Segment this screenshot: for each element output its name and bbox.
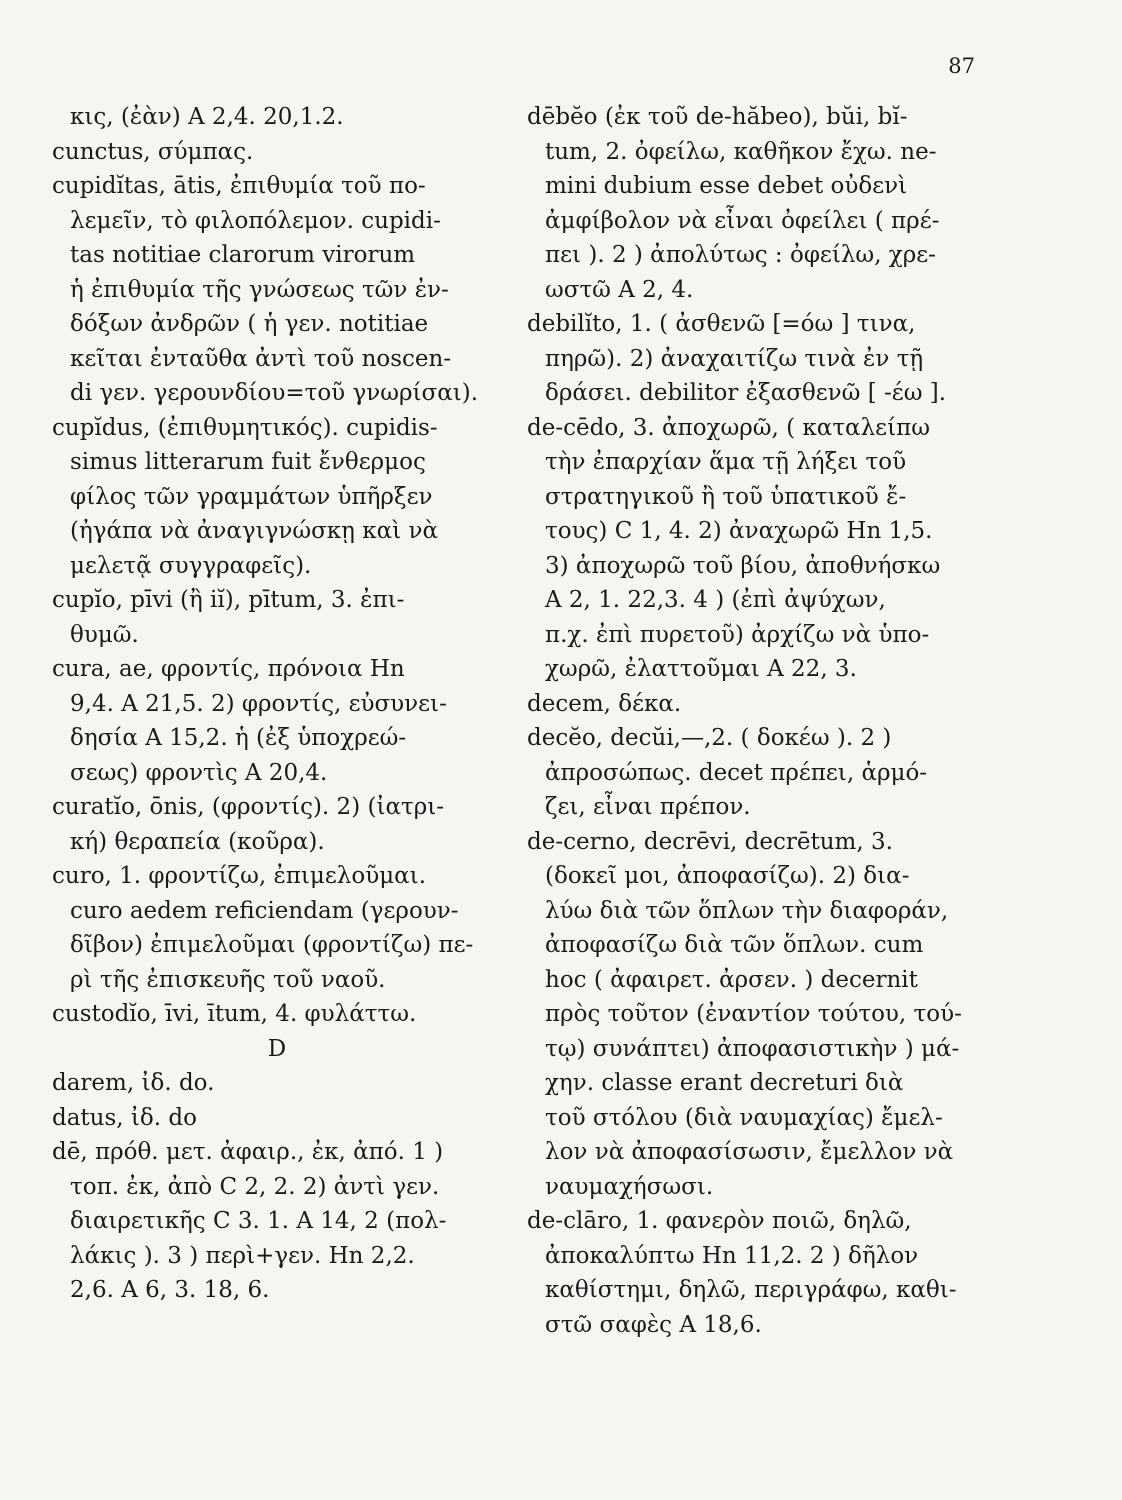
dictionary-line: τῳ) συνάπτει) ἀποφασιστικὴν ) μά- bbox=[545, 1035, 960, 1062]
dictionary-line: ἀποκαλύπτω Hn 11,2. 2 ) δῆλον bbox=[545, 1242, 919, 1269]
dictionary-line: dēbĕo (ἐκ τοῦ de-hăbeo), bŭi, bĭ- bbox=[527, 104, 908, 130]
dictionary-line: decem, δέκα. bbox=[527, 690, 682, 717]
dictionary-line: θυμῶ. bbox=[70, 621, 139, 648]
dictionary-line: μελετᾷ συγγραφεῖς). bbox=[70, 552, 312, 579]
dictionary-line: κις, (ἐὰν) A 2,4. 20,1.2. bbox=[70, 104, 344, 130]
dictionary-line: π.χ. ἐπὶ πυρετοῦ) ἀρχίζω νὰ ὑπο- bbox=[545, 621, 930, 648]
dictionary-line: ἡ ἐπιθυμία τῆς γνώσεως τῶν ἐν- bbox=[70, 276, 449, 303]
dictionary-line: cunctus, σύμπας. bbox=[52, 138, 254, 165]
dictionary-line: σεως) φροντὶς A 20,4. bbox=[70, 759, 328, 786]
dictionary-line: ἀπροσώπως. decet πρέπει, ἁρμό- bbox=[545, 759, 928, 786]
dictionary-line: τὴν ἐπαρχίαν ἅμα τῇ λήξει τοῦ bbox=[545, 449, 907, 475]
dictionary-line: στρατηγικοῦ ἢ τοῦ ὑπατικοῦ ἔ- bbox=[545, 483, 907, 510]
dictionary-line: 3) ἀποχωρῶ τοῦ βίου, ἀποθνήσκω bbox=[545, 552, 941, 579]
dictionary-line: datus, ἰδ. do bbox=[52, 1104, 197, 1131]
dictionary-line: κή) θεραπεία (κοῦρα). bbox=[70, 828, 325, 855]
dictionary-line: φίλος τῶν γραμμάτων ὑπῆρξεν bbox=[70, 483, 433, 510]
left-column bbox=[52, 100, 502, 1308]
dictionary-line: δησία A 15,2. ἡ (ἐξ ὑποχρεώ- bbox=[70, 725, 407, 751]
dictionary-line: curatĭo, ōnis, (φροντίς). 2) (ἰατρι- bbox=[52, 794, 445, 820]
dictionary-line: hoc ( ἀφαιρετ. ἀρσεν. ) decernit bbox=[545, 966, 918, 993]
dictionary-line: διαιρετικῆς C 3. 1. A 14, 2 (πολ- bbox=[70, 1208, 447, 1234]
dictionary-line: κεῖται ἐνταῦθα ἀντὶ τοῦ noscen- bbox=[70, 345, 452, 372]
dictionary-line: curo aedem reficiendam (γερουν- bbox=[70, 897, 459, 924]
dictionary-line: ωστῶ A 2, 4. bbox=[545, 276, 694, 303]
dictionary-line: πρὸς τοῦτον (ἐναντίον τούτου, τού- bbox=[545, 1001, 962, 1027]
dictionary-line: ρὶ τῆς ἐπισκευῆς τοῦ ναοῦ. bbox=[70, 966, 386, 993]
dictionary-line: cupĭo, pīvi (ἢ iĭ), pītum, 3. ἐπι- bbox=[52, 587, 405, 613]
dictionary-line: custodĭo, īvi, ītum, 4. φυλάττω. bbox=[52, 1001, 417, 1027]
dictionary-line: tas notitiae clarorum virorum bbox=[70, 242, 416, 268]
dictionary-line: 2,6. A 6, 3. 18, 6. bbox=[70, 1277, 270, 1303]
right-column bbox=[527, 100, 977, 1342]
dictionary-line: de-cerno, decrēvi, decrētum, 3. bbox=[527, 828, 893, 855]
section-heading: D bbox=[267, 1035, 287, 1062]
dictionary-line: ἀμφίβολον νὰ εἶναι ὀφείλει ( πρέ- bbox=[545, 207, 940, 234]
dictionary-line: λύω διὰ τῶν ὅπλων τὴν διαφοράν, bbox=[545, 897, 949, 924]
dictionary-line: cupĭdus, (ἐπιθυμητικός). cupidis- bbox=[52, 414, 438, 441]
dictionary-line: ἀποφασίζω διὰ τῶν ὅπλων. cum bbox=[545, 932, 924, 958]
dictionary-line: de-cēdo, 3. ἀποχωρῶ, ( καταλείπω bbox=[527, 414, 930, 441]
dictionary-line: δόξων ἀνδρῶν ( ἡ γεν. notitiae bbox=[70, 311, 429, 337]
dictionary-line: στῶ σαφὲς A 18,6. bbox=[545, 1311, 762, 1338]
dictionary-line: curo, 1. φροντίζω, ἐπιμελοῦμαι. bbox=[52, 863, 427, 889]
dictionary-line: dē, πρόθ. μετ. ἀφαιρ., ἐκ, ἀπό. 1 ) bbox=[52, 1139, 444, 1165]
dictionary-line: ζει, εἶναι πρέπον. bbox=[545, 794, 751, 820]
dictionary-line: A 2, 1. 22,3. 4 ) (ἐπὶ ἀψύχων, bbox=[545, 587, 886, 613]
dictionary-line: λάκις ). 3 ) περὶ+γεν. Hn 2,2. bbox=[70, 1242, 415, 1269]
dictionary-line: (ἠγάπα νὰ ἀναγιγνώσκῃ καὶ νὰ bbox=[70, 518, 439, 544]
dictionary-line: καθίστημι, δηλῶ, περιγράφω, καθι- bbox=[545, 1277, 957, 1303]
dictionary-line: simus litterarum fuit ἔνθερμος bbox=[70, 449, 426, 475]
dictionary-line: di γεν. γερουνδίου=τοῦ γνωρίσαι). bbox=[70, 380, 479, 406]
page-number: 87 bbox=[948, 54, 975, 78]
dictionary-line: χην. classe erant decreturi διὰ bbox=[545, 1070, 904, 1096]
dictionary-line: ναυμαχήσωσι. bbox=[545, 1173, 714, 1200]
dictionary-line: λον νὰ ἀποφασίσωσιν, ἔμελλον νὰ bbox=[545, 1139, 954, 1165]
dictionary-line: χωρῶ, ἐλαττοῦμαι A 22, 3. bbox=[545, 656, 857, 682]
dictionary-line: cura, ae, φροντίς, πρόνοια Hn bbox=[52, 656, 405, 682]
dictionary-line: τοῦ στόλου (διὰ ναυμαχίας) ἔμελ- bbox=[545, 1104, 943, 1131]
dictionary-line: τοπ. ἐκ, ἀπὸ C 2, 2. 2) ἀντὶ γεν. bbox=[70, 1173, 440, 1200]
dictionary-line: πηρῶ). 2) ἀναχαιτίζω τινὰ ἐν τῇ bbox=[545, 345, 924, 372]
dictionary-line: tum, 2. ὀφείλω, καθῆκον ἔχω. ne- bbox=[545, 138, 937, 165]
dictionary-line: decĕo, decŭi,—,2. ( δοκέω ). 2 ) bbox=[527, 725, 892, 751]
dictionary-line: (δοκεῖ μοι, ἀποφασίζω). 2) δια- bbox=[545, 863, 910, 889]
dictionary-line: 9,4. A 21,5. 2) φροντίς, εὐσυνει- bbox=[70, 690, 447, 717]
dictionary-line: λεμεῖν, τὸ φιλοπόλεμον. cupidi- bbox=[70, 207, 441, 234]
dictionary-line: de-clāro, 1. φανερὸν ποιῶ, δηλῶ, bbox=[527, 1208, 912, 1234]
dictionary-line: darem, ἰδ. do. bbox=[52, 1070, 215, 1096]
dictionary-line: δῖβον) ἐπιμελοῦμαι (φροντίζω) πε- bbox=[70, 932, 474, 958]
dictionary-line: τους) C 1, 4. 2) ἀναχωρῶ Hn 1,5. bbox=[545, 518, 933, 544]
dictionary-line: cupidĭtas, ātis, ἐπιθυμία τοῦ πο- bbox=[52, 173, 426, 199]
dictionary-line: πει ). 2 ) ἀπολύτως : ὀφείλω, χρε- bbox=[545, 242, 936, 268]
dictionary-line: δράσει. debilitor ἐξασθενῶ [ -έω ]. bbox=[545, 380, 947, 406]
dictionary-line: mini dubium esse debet οὐδενὶ bbox=[545, 173, 908, 199]
dictionary-line: debilĭto, 1. ( ἀσθενῶ [=όω ] τινα, bbox=[527, 311, 916, 337]
